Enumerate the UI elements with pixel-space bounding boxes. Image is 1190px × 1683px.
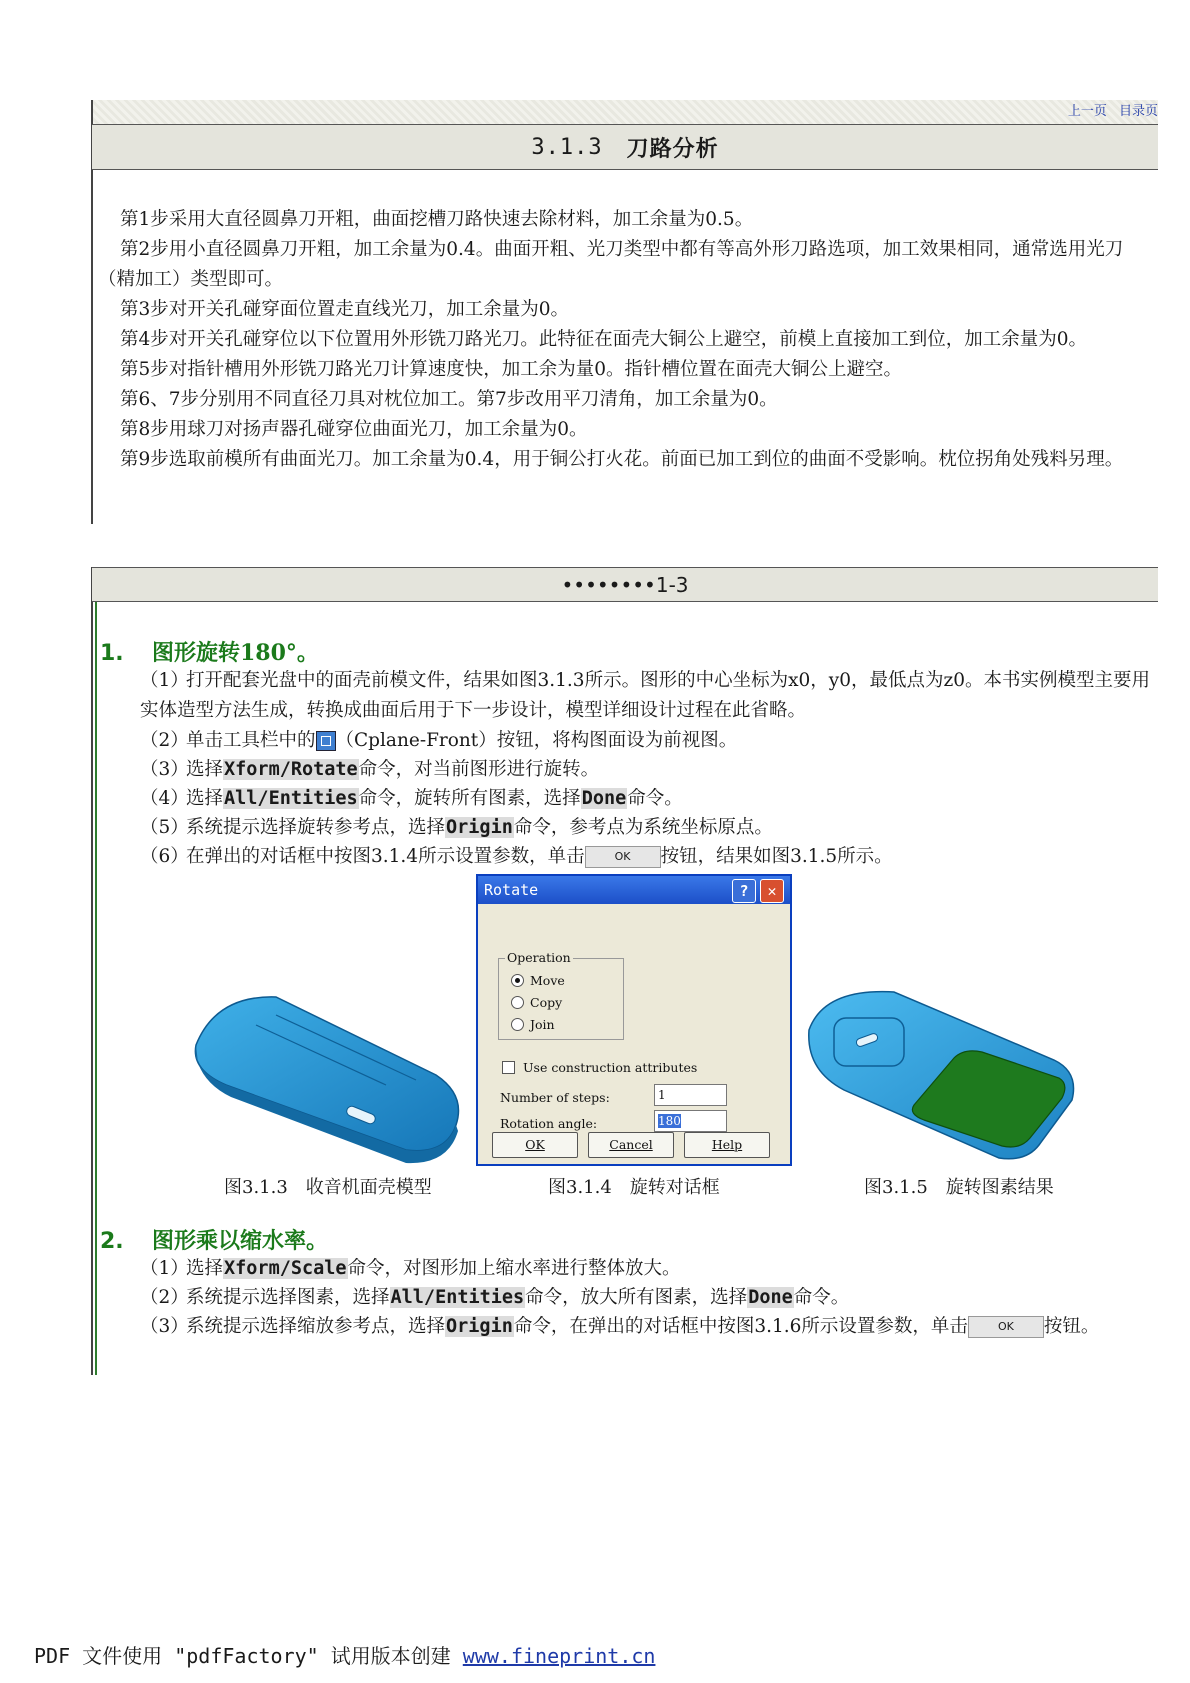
paragraph: 第8步用球刀对扬声器孔碰穿位曲面光刀，加工余量为0。 xyxy=(120,419,588,440)
paragraph: 第2步用小直径圆鼻刀开粗，加工余量为0.4。曲面开粗、光刀类型中都有等高外形刀路选项，加工效果相同，通常选用光刀（精加工）类型即可。 xyxy=(98,239,1124,290)
angle-value: 180 xyxy=(658,1114,681,1128)
step-text: 命令，参考点为系统坐标原点。 xyxy=(513,817,773,838)
paragraph: 第4步对开关孔碰穿位以下位置用外形铣刀路光刀。此特征在面壳大铜公上避空，前模上直接加工到位，加工余量为0。 xyxy=(120,329,1088,350)
paragraph: 第5步对指针槽用外形铣刀路光刀计算速度快，加工余为量0。指针槽位置在面壳大铜公上避空。 xyxy=(120,359,903,380)
paragraph: 第9步选取前模所有曲面光刀。加工余量为0.4，用于铜公打火花。前面已加工到位的曲面不受影响。枕位拐角处残料另理。 xyxy=(120,449,1124,470)
step-text: 命令，在弹出的对话框中按图3.1.6所示设置参数，单击 xyxy=(513,1316,968,1337)
step-text: 命令，对当前图形进行旋转。 xyxy=(358,759,600,780)
step-index: （2） xyxy=(140,1287,189,1308)
step-text: 系统提示选择图素，选择 xyxy=(186,1287,390,1308)
step-text: 命令，对图形加上缩水率进行整体放大。 xyxy=(347,1258,681,1279)
step-index: （6） xyxy=(140,846,189,867)
step-index: （2） xyxy=(140,730,189,751)
step-item xyxy=(140,666,1160,726)
command-name: All/Entities xyxy=(224,788,358,809)
radio-icon xyxy=(511,974,524,987)
section2-header: ••••••••1-3 xyxy=(92,567,1158,602)
step-text: 选择 xyxy=(186,759,224,780)
toc-link[interactable]: 目录页 xyxy=(1118,104,1158,119)
command-name: Xform/Scale xyxy=(224,1258,347,1279)
command-name: Xform/Rotate xyxy=(224,759,358,780)
steps-label: Number of steps: xyxy=(500,1090,610,1105)
step-item xyxy=(140,726,737,756)
step-text: 按钮，结果如图3.1.5所示。 xyxy=(660,846,893,867)
steps-input[interactable]: 1 xyxy=(654,1084,727,1106)
top-band xyxy=(92,100,1158,124)
step-text: 选择 xyxy=(186,1258,224,1279)
section1-body xyxy=(98,205,1160,475)
use-construction-checkbox[interactable] xyxy=(502,1060,697,1075)
radio-label: Move xyxy=(530,973,565,988)
step-text: 按钮。 xyxy=(1043,1316,1100,1337)
step-index: （1） xyxy=(140,1258,189,1279)
radio-icon xyxy=(511,1018,524,1031)
cplane-front-icon[interactable] xyxy=(316,731,336,751)
paragraph: 第3步对开关孔碰穿面位置走直线光刀，加工余量为0。 xyxy=(120,299,570,320)
step-item xyxy=(140,1283,849,1313)
help-icon[interactable]: ? xyxy=(732,879,756,903)
step-item xyxy=(140,813,773,843)
step-text: （Cplane-Front）按钮，将构图面设为前视图。 xyxy=(335,730,738,751)
operation-group xyxy=(498,950,624,1040)
part2-heading xyxy=(100,1224,328,1255)
step-item xyxy=(140,784,683,814)
command-name: All/Entities xyxy=(390,1287,525,1308)
part1-heading xyxy=(100,636,319,667)
step-text: 在弹出的对话框中按图3.1.4所示设置参数，单击 xyxy=(186,846,585,867)
step-text: 命令。 xyxy=(627,788,683,809)
command-name: Done xyxy=(581,788,627,809)
part-number: 1. xyxy=(100,641,124,666)
radio-move[interactable] xyxy=(511,973,565,988)
section-number: 3.1.3 xyxy=(531,134,603,160)
step-text: 系统提示选择缩放参考点，选择 xyxy=(186,1316,446,1337)
radio-label: Copy xyxy=(530,995,563,1010)
command-name: Origin xyxy=(446,817,513,838)
ok-button[interactable]: OK xyxy=(492,1132,578,1158)
figure-caption: 图3.1.5 旋转图素结果 xyxy=(864,1177,1054,1198)
part-title: 图形旋转180°。 xyxy=(152,640,319,666)
radio-label: Join xyxy=(530,1017,555,1032)
footer-link[interactable]: www.fineprint.cn xyxy=(462,1644,656,1668)
section2-accent-line xyxy=(95,602,97,1375)
angle-label: Rotation angle: xyxy=(500,1116,598,1131)
step-text: 打开配套光盘中的面壳前模文件，结果如图3.1.3所示。图形的中心坐标为x0，y0，最低点为z0。本书实例模型主要用实体造型方法生成，转换成曲面后用于下一步设计，模型详细设计过程在此省略。 xyxy=(140,670,1151,721)
footer xyxy=(34,1640,655,1669)
part-number: 2. xyxy=(100,1229,124,1254)
radio-shell-model-image xyxy=(186,985,470,1165)
step-item xyxy=(140,1254,681,1284)
step-text: 选择 xyxy=(186,788,224,809)
footer-text: PDF 文件使用 "pdfFactory" 试用版本创建 xyxy=(34,1644,463,1668)
dialog-titlebar xyxy=(478,876,790,904)
cancel-button[interactable]: Cancel xyxy=(588,1132,674,1158)
ok-button-image: OK xyxy=(585,846,661,868)
step-index: （4） xyxy=(140,788,189,809)
paragraph: 第1步采用大直径圆鼻刀开粗，曲面挖槽刀路快速去除材料，加工余量为0.5。 xyxy=(120,209,754,230)
close-icon[interactable]: ✕ xyxy=(760,879,784,903)
ok-button-image: OK xyxy=(968,1316,1044,1338)
checkbox-icon xyxy=(502,1061,515,1074)
prev-page-link[interactable]: 上一页 xyxy=(1067,104,1107,119)
dialog-title: Rotate xyxy=(484,881,539,899)
step-text: 系统提示选择旋转参考点，选择 xyxy=(186,817,446,838)
step-item xyxy=(140,842,893,872)
angle-input[interactable] xyxy=(654,1110,727,1132)
rotate-dialog xyxy=(476,874,792,1166)
step-index: （3） xyxy=(140,1316,189,1337)
command-name: Origin xyxy=(446,1316,513,1337)
help-button[interactable]: Help xyxy=(684,1132,770,1158)
rotated-model-image xyxy=(804,980,1084,1165)
radio-copy[interactable] xyxy=(511,995,562,1010)
radio-icon xyxy=(511,996,524,1009)
command-name: Done xyxy=(748,1287,793,1308)
section1-header xyxy=(92,124,1158,170)
section2-border xyxy=(91,567,93,1375)
step-index: （1） xyxy=(140,670,189,691)
section-title: 刀路分析 xyxy=(626,136,719,162)
nav-links xyxy=(1060,100,1158,119)
paragraph: 第6、7步分别用不同直径刀具对枕位加工。第7步改用平刀清角，加工余量为0。 xyxy=(120,389,778,410)
radio-join[interactable] xyxy=(511,1017,555,1032)
step-index: （5） xyxy=(140,817,189,838)
step-item xyxy=(140,1312,1099,1342)
step-text: 命令，放大所有图素，选择 xyxy=(525,1287,748,1308)
step-text: 单击工具栏中的 xyxy=(186,730,316,751)
part-title: 图形乘以缩水率。 xyxy=(152,1228,329,1254)
figure-caption: 图3.1.3 收音机面壳模型 xyxy=(224,1177,432,1198)
step-text: 命令，旋转所有图素，选择 xyxy=(358,788,581,809)
step-item xyxy=(140,755,599,785)
figure-caption: 图3.1.4 旋转对话框 xyxy=(548,1177,720,1198)
step-index: （3） xyxy=(140,759,189,780)
step-text: 命令。 xyxy=(793,1287,850,1308)
group-title: Operation xyxy=(507,950,571,965)
checkbox-label: Use construction attributes xyxy=(523,1060,698,1075)
